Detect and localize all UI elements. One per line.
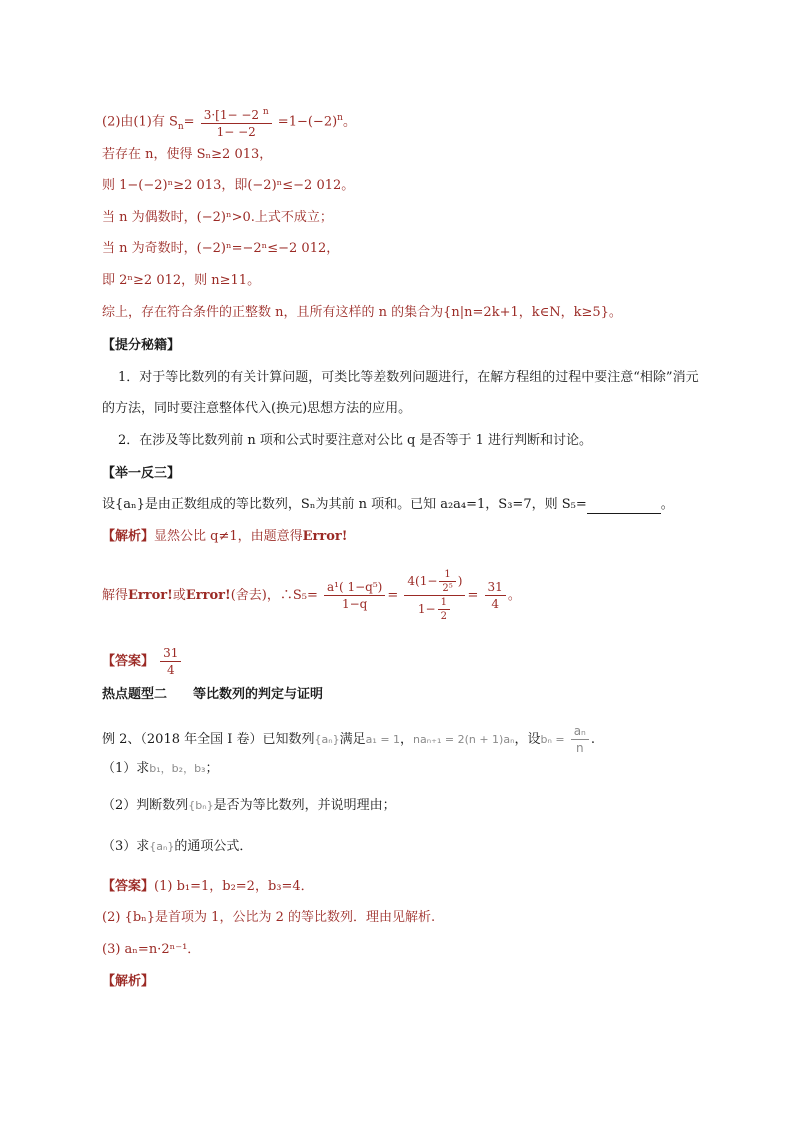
- solution-conclusion: 综上，存在符合条件的正整数 n，且所有这样的 n 的集合为{n|n=2k+1，k∈N，k≥5}。: [102, 305, 622, 320]
- answer-2-line-1: 【答案】(1) b₁=1，b₂=2，b₃=4．: [102, 879, 314, 894]
- solution-line-6: 即 2ⁿ≥2 012，则 n≥11。: [102, 273, 261, 288]
- practice-heading: 【举一反三】: [102, 466, 181, 481]
- practice-question: 设{aₙ}是由正数组成的等比数列，Sₙ为其前 n 项和。已知 a₂a₄=1，S₃=7，则 S₅= 。: [102, 497, 674, 512]
- answer-fraction: $\frac{31}{4}$: [160, 645, 181, 678]
- solution-line-4: 当 n 为偶数时，(−2)ⁿ>0.上式不成立；: [102, 210, 333, 225]
- hot-topic-heading: 热点题型二 等比数列的判定与证明: [102, 687, 324, 702]
- answer-line: 【答案】 $\frac{31}{4}$: [102, 645, 183, 678]
- question-2: （2）判断数列{bₙ}是否为等比数列，并说明理由；: [102, 798, 396, 813]
- tips-heading: 【提分秘籍】: [102, 338, 181, 353]
- question-3: （3）求{aₙ}的通项公式．: [102, 839, 253, 854]
- solution-line-3: 则 1−(−2)ⁿ≥2 013，即(−2)ⁿ≤−2 012。: [102, 178, 355, 193]
- analysis-line: 【解析】显然公比 q≠1，由题意得Error!: [102, 529, 348, 544]
- analysis-2-heading: 【解析】: [102, 974, 155, 989]
- solution-line-sum: (2)由(1)有 $S_n=$ $\frac{3\cdot[1- -2 ^n}{1- -2}$ $=1-(-2)^n$。: [102, 104, 356, 140]
- answer-2-line-3: (3) aₙ=n·2ⁿ⁻¹．: [102, 942, 201, 957]
- s5-fraction: $\frac{\text{a¹( 1−q⁵)}}{1-q}$: [324, 579, 385, 612]
- example-2-line: 例 2、（2018 年全国 I 卷）已知数列{aₙ}满足a₁ = 1，naₙ₊₁ = 2(n + 1)aₙ，设bₙ = $\frac{\text{aₙ}}{n}$ .: [102, 724, 595, 755]
- bn-fraction: $\frac{\text{aₙ}}{n}$: [571, 723, 589, 756]
- result-fraction: $\frac{31}{4}$: [485, 579, 506, 612]
- substituted-fraction: 4(1− $\frac{1}{\text{2⁵}}$ ) 1− $\frac{1}{2}$: [404, 568, 465, 623]
- tip-1-line-b: 的方法，同时要注意整体代入(换元)思想方法的应用。: [102, 401, 412, 416]
- sum-fraction: $\frac{3\cdot[1- -2 ^n}{1- -2}$: [201, 104, 272, 140]
- tip-2: 2．在涉及等比数列前 n 项和公式时要注意对公比 q 是否等于 1 进行判断和讨论。: [118, 433, 593, 448]
- solution-line-5: 当 n 为奇数时，(−2)ⁿ=−2ⁿ≤−2 012，: [102, 241, 340, 256]
- answer-2-line-2: (2) {bₙ}是首项为 1，公比为 2 的等比数列．理由见解析.: [102, 910, 436, 925]
- solution-line-2: 若存在 n，使得 Sₙ≥2 013，: [102, 147, 273, 162]
- tip-1-line-a: 1．对于等比数列的有关计算问题，可类比等差数列问题进行，在解方程组的过程中要注意“相除”消元: [118, 370, 699, 385]
- answer-blank: [587, 499, 661, 514]
- question-1: （1）求b₁，b₂，b₃；: [102, 761, 219, 776]
- solve-line: 解得Error!或Error!(舍去)，∴S₅= $\frac{\text{a¹( 1−q⁵)}}{1-q}$ = 4(1− $\frac{1}{\text{2⁵}}$ ) 1− $\frac{1}{2}$ = $\frac{31}{4}$ 。: [102, 569, 521, 622]
